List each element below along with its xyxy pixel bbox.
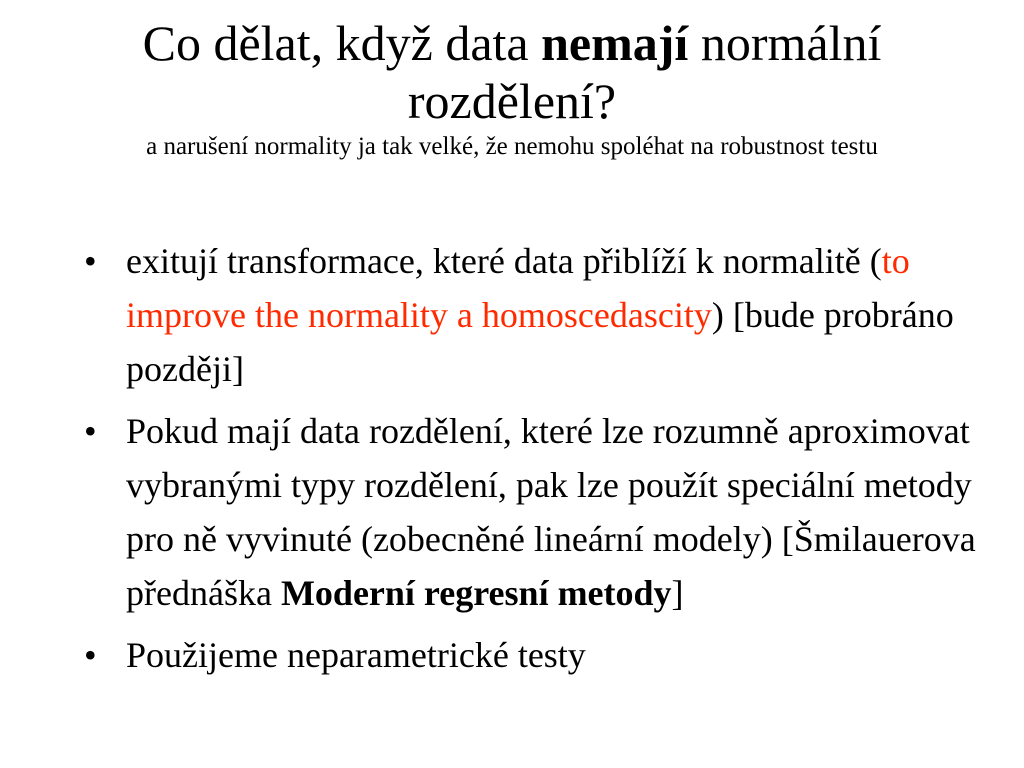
bullet-list [84, 234, 1004, 690]
slide-title-line-2: rozdělení? [407, 73, 617, 129]
title-part-1: Co dělat, když data [142, 15, 542, 71]
slide-title [0, 14, 1024, 72]
bullet-text: Pokud mají data rozdělení, které lze rozumně aproximovat vybranými typy rozdělení, pak lze použít speciální metody pro ně vyvinuté (zobecněné lineární modely) [Šmilauerova přednáška [126, 411, 976, 613]
bullet-text-after: ) [bude probráno později] [126, 295, 954, 389]
bullet-text-after: ] [671, 573, 684, 613]
bullet-text: exitují transformace, které data přiblíží k normalitě ( [126, 241, 882, 281]
bullet-highlight-text: to improve the normality a homoscedascity [126, 241, 910, 335]
title-emphasis: nemají [541, 15, 689, 71]
title-block [0, 14, 1024, 162]
bullet-item-nonparametric [84, 628, 1004, 682]
bullet-item-distributions [84, 404, 1004, 620]
bullet-text: Použijeme neparametrické testy [126, 635, 586, 675]
bullet-dot-icon: • [84, 411, 97, 451]
bullet-item-transformations [84, 234, 1004, 396]
bullet-bold-text: Moderní regresní metody [280, 573, 672, 613]
bullet-dot-icon: • [84, 241, 97, 281]
bullet-dot-icon: • [84, 635, 97, 675]
title-part-2: normální [688, 15, 882, 71]
slide-subtitle: a narušení normality ja tak velké, že nemohu spoléhat na robustnost testu [146, 133, 878, 160]
